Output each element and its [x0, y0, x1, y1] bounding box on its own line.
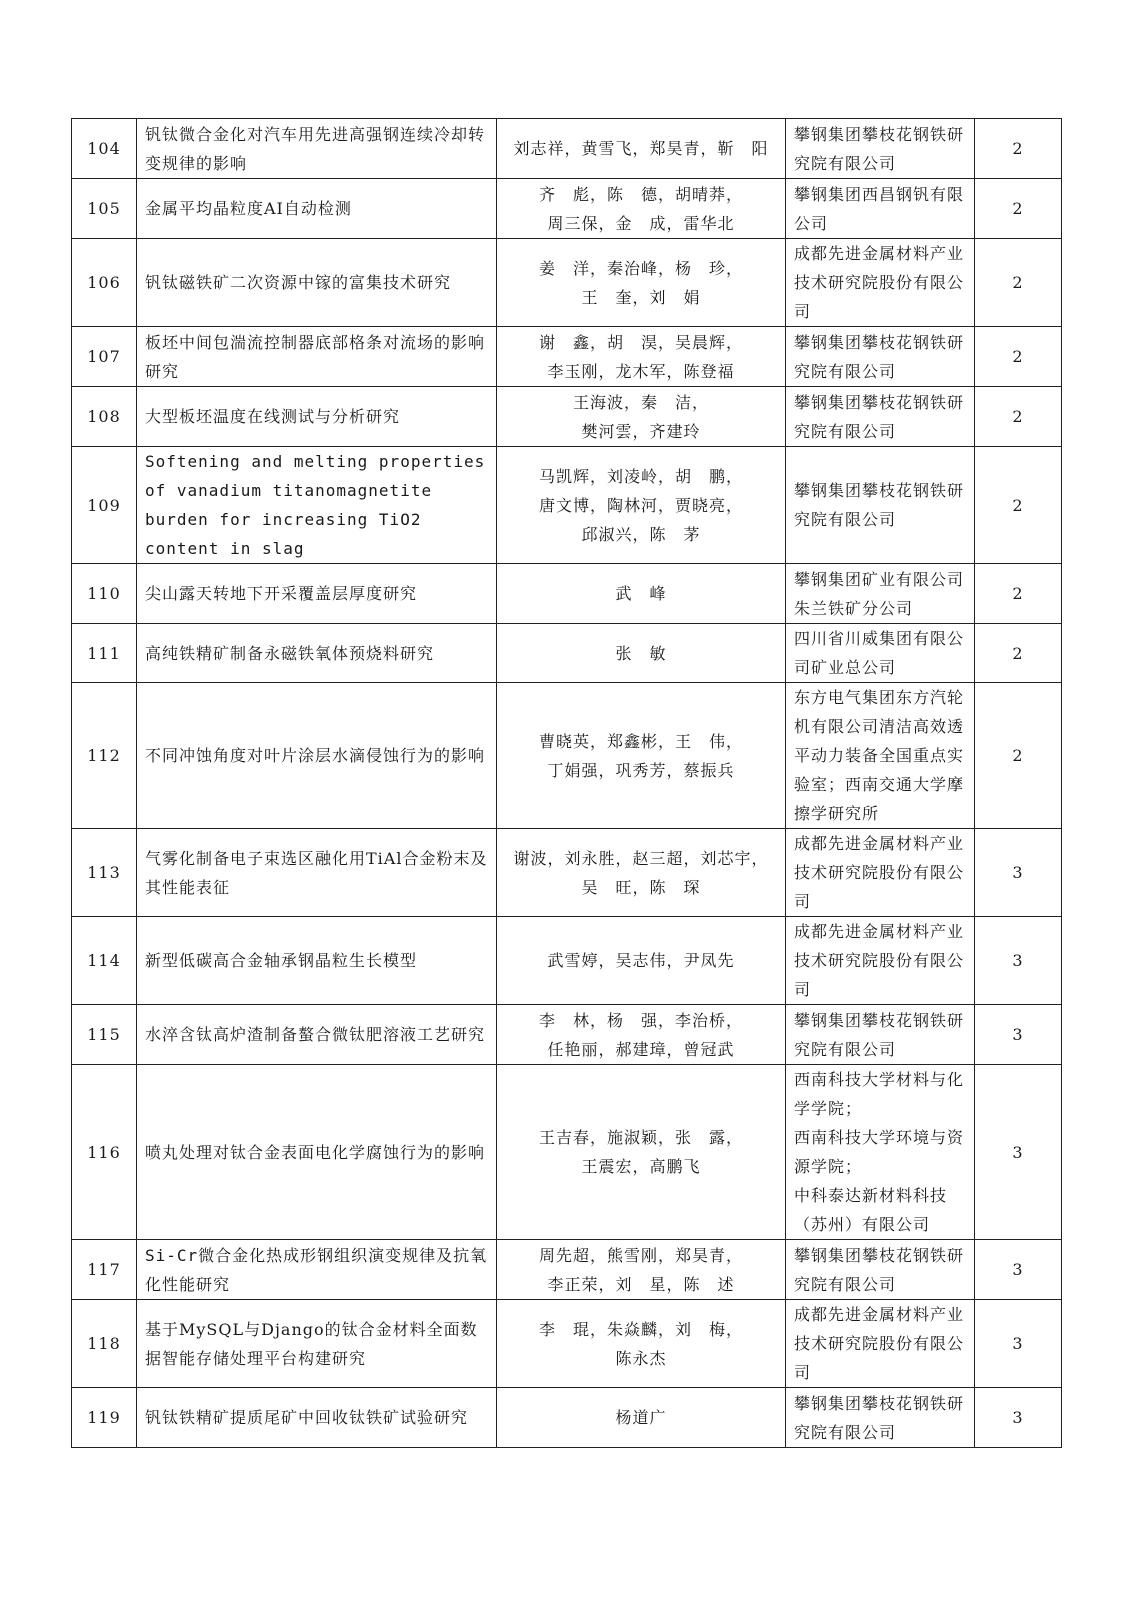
row-number: 109 — [72, 447, 137, 564]
author-line: 李 林，杨 强，李治桥， — [538, 1010, 743, 1030]
author-line: 周三保，金 成，雷华北 — [547, 213, 735, 233]
organization-line: 攀钢集团攀枝花钢铁研究院有限公司 — [794, 481, 965, 529]
author-line: 陈永杰 — [615, 1348, 667, 1368]
organization-cell — [786, 1240, 975, 1300]
organization-cell — [786, 683, 975, 829]
author-line: 谢波，刘永胜，赵三超，刘芯宇， — [513, 848, 769, 868]
authors-cell — [497, 1388, 786, 1448]
author-line: 樊河雲，齐建玲 — [581, 421, 701, 441]
organization-line: 中科泰达新材料科技（苏州）有限公司 — [794, 1186, 948, 1234]
row-number: 108 — [72, 387, 137, 447]
authors-cell — [497, 829, 786, 917]
award-grade: 2 — [975, 683, 1062, 829]
paper-title: 气雾化制备电子束选区融化用TiAl合金粉末及其性能表征 — [137, 829, 497, 917]
award-grade: 3 — [975, 1005, 1062, 1065]
paper-title: 喷丸处理对钛合金表面电化学腐蚀行为的影响 — [137, 1065, 497, 1240]
table-row — [72, 1388, 1062, 1448]
award-grade: 3 — [975, 1065, 1062, 1240]
award-grade: 2 — [975, 387, 1062, 447]
paper-title: 尖山露天转地下开采覆盖层厚度研究 — [137, 564, 497, 624]
organization-cell — [786, 239, 975, 327]
award-grade: 3 — [975, 829, 1062, 917]
table-row — [72, 829, 1062, 917]
organization-cell — [786, 447, 975, 564]
organization-line: 西南科技大学环境与资源学院； — [794, 1128, 965, 1176]
authors-cell — [497, 1005, 786, 1065]
paper-title: 大型板坯温度在线测试与分析研究 — [137, 387, 497, 447]
organization-cell — [786, 624, 975, 683]
award-grade: 2 — [975, 447, 1062, 564]
paper-award-table — [71, 118, 1062, 1448]
organization-cell — [786, 1300, 975, 1388]
table-row — [72, 1005, 1062, 1065]
authors-cell — [497, 179, 786, 239]
author-line: 周先超，熊雪刚，郑昊青， — [538, 1245, 743, 1265]
row-number: 107 — [72, 327, 137, 387]
author-line: 王 奎，刘 娟 — [581, 287, 701, 307]
author-line: 姜 洋，秦治峰，杨 珍， — [538, 258, 743, 278]
author-line: 李正荣，刘 星，陈 述 — [547, 1274, 735, 1294]
table-row — [72, 1300, 1062, 1388]
authors-cell — [497, 564, 786, 624]
author-line: 张 敏 — [615, 643, 667, 663]
award-grade: 2 — [975, 327, 1062, 387]
award-grade: 2 — [975, 119, 1062, 179]
author-line: 武 峰 — [615, 584, 667, 603]
organization-line: 攀钢集团攀枝花钢铁研究院有限公司 — [794, 392, 965, 441]
row-number: 111 — [72, 624, 137, 683]
author-line: 谢 鑫，胡 淏，吴晨辉， — [538, 332, 743, 352]
organization-line: 东方电气集团东方汽轮机有限公司清洁高效透平动力装备全国重点实验室；西南交通大学摩擦学研究所 — [794, 688, 965, 823]
row-number: 113 — [72, 829, 137, 917]
author-line: 王海波，秦 洁， — [572, 392, 709, 412]
organization-line: 成都先进金属材料产业技术研究院股份有限公司 — [794, 922, 965, 999]
award-grade: 2 — [975, 179, 1062, 239]
author-line: 李玉刚，龙木军，陈登福 — [547, 361, 735, 381]
row-number: 119 — [72, 1388, 137, 1448]
organization-line: 攀钢集团攀枝花钢铁研究院有限公司 — [794, 124, 965, 173]
award-grade: 2 — [975, 564, 1062, 624]
authors-cell — [497, 1300, 786, 1388]
table-row — [72, 327, 1062, 387]
table-row — [72, 564, 1062, 624]
paper-title: 钒钛磁铁矿二次资源中镓的富集技术研究 — [137, 239, 497, 327]
organization-cell — [786, 564, 975, 624]
author-line: 李 琨，朱焱麟，刘 梅， — [538, 1319, 743, 1339]
organization-line: 成都先进金属材料产业技术研究院股份有限公司 — [794, 244, 965, 321]
award-grade: 3 — [975, 917, 1062, 1005]
award-grade: 2 — [975, 239, 1062, 327]
authors-cell — [497, 327, 786, 387]
paper-title: Softening and melting properties of vanadium titanomagnetite burden for increasing TiO2 content in slag — [137, 447, 497, 564]
row-number: 104 — [72, 119, 137, 179]
table-row — [72, 447, 1062, 564]
author-line: 丁娟强，巩秀芳，蔡振兵 — [547, 760, 735, 780]
organization-line: 攀钢集团西昌钢钒有限公司 — [794, 184, 965, 233]
table-row — [72, 917, 1062, 1005]
row-number: 106 — [72, 239, 137, 327]
organization-line: 攀钢集团攀枝花钢铁研究院有限公司 — [794, 1010, 965, 1059]
author-line: 齐 彪，陈 德，胡晴莽， — [538, 184, 743, 204]
authors-cell — [497, 387, 786, 447]
table-row — [72, 1240, 1062, 1300]
organization-line: 攀钢集团矿业有限公司朱兰铁矿分公司 — [794, 569, 965, 618]
author-line: 刘志祥，黄雪飞，郑昊青，靳 阳 — [513, 139, 769, 158]
paper-title: 基于MySQL与Django的钛合金材料全面数据智能存储处理平台构建研究 — [137, 1300, 497, 1388]
row-number: 105 — [72, 179, 137, 239]
row-number: 117 — [72, 1240, 137, 1300]
organization-line: 西南科技大学材料与化学学院； — [794, 1070, 965, 1118]
author-line: 马凯辉，刘凌岭，胡 鹏， — [538, 466, 743, 486]
table-row — [72, 683, 1062, 829]
table-row — [72, 1065, 1062, 1240]
row-number: 114 — [72, 917, 137, 1005]
paper-title: Si-Cr微合金化热成形钢组织演变规律及抗氧化性能研究 — [137, 1240, 497, 1300]
paper-title: 高纯铁精矿制备永磁铁氧体预烧料研究 — [137, 624, 497, 683]
paper-title: 不同冲蚀角度对叶片涂层水滴侵蚀行为的影响 — [137, 683, 497, 829]
paper-title: 钒钛微合金化对汽车用先进高强钢连续冷却转变规律的影响 — [137, 119, 497, 179]
authors-cell — [497, 917, 786, 1005]
authors-cell — [497, 119, 786, 179]
row-number: 116 — [72, 1065, 137, 1240]
author-line: 唐文博，陶林河，贾晓亮， — [538, 495, 743, 515]
author-line: 杨道广 — [615, 1408, 667, 1427]
paper-title: 钒钛铁精矿提质尾矿中回收钛铁矿试验研究 — [137, 1388, 497, 1448]
author-line: 任艳丽，郝建璋，曾冠武 — [547, 1039, 735, 1059]
organization-cell — [786, 1388, 975, 1448]
table-row — [72, 387, 1062, 447]
authors-cell — [497, 1240, 786, 1300]
author-line: 王吉春，施淑颖，张 露， — [538, 1128, 743, 1147]
organization-cell — [786, 917, 975, 1005]
organization-cell — [786, 179, 975, 239]
row-number: 115 — [72, 1005, 137, 1065]
table-row — [72, 624, 1062, 683]
authors-cell — [497, 1065, 786, 1240]
organization-cell — [786, 387, 975, 447]
authors-cell — [497, 683, 786, 829]
organization-cell — [786, 327, 975, 387]
author-line: 王震宏，高鹏飞 — [581, 1157, 701, 1176]
author-line: 曹晓英，郑鑫彬，王 伟， — [538, 731, 743, 751]
organization-cell — [786, 829, 975, 917]
organization-line: 四川省川威集团有限公司矿业总公司 — [794, 629, 965, 677]
organization-line: 攀钢集团攀枝花钢铁研究院有限公司 — [794, 1245, 965, 1294]
authors-cell — [497, 239, 786, 327]
organization-line: 成都先进金属材料产业技术研究院股份有限公司 — [794, 834, 965, 911]
row-number: 110 — [72, 564, 137, 624]
authors-cell — [497, 447, 786, 564]
paper-title: 水淬含钛高炉渣制备螯合微钛肥溶液工艺研究 — [137, 1005, 497, 1065]
organization-cell — [786, 1065, 975, 1240]
award-grade: 2 — [975, 624, 1062, 683]
author-line: 邱淑兴，陈 茅 — [581, 524, 701, 544]
row-number: 112 — [72, 683, 137, 829]
table-body — [72, 119, 1062, 1448]
table-row — [72, 179, 1062, 239]
author-line: 武雪婷，吴志伟，尹凤先 — [547, 951, 735, 970]
authors-cell — [497, 624, 786, 683]
author-line: 吴 旺，陈 琛 — [581, 877, 701, 897]
table-row — [72, 239, 1062, 327]
award-grade: 3 — [975, 1300, 1062, 1388]
paper-title: 板坯中间包湍流控制器底部格条对流场的影响研究 — [137, 327, 497, 387]
organization-line: 攀钢集团攀枝花钢铁研究院有限公司 — [794, 332, 965, 381]
organization-cell — [786, 1005, 975, 1065]
row-number: 118 — [72, 1300, 137, 1388]
award-grade: 3 — [975, 1388, 1062, 1448]
organization-cell — [786, 119, 975, 179]
award-grade: 3 — [975, 1240, 1062, 1300]
organization-line: 攀钢集团攀枝花钢铁研究院有限公司 — [794, 1393, 965, 1442]
organization-line: 成都先进金属材料产业技术研究院股份有限公司 — [794, 1305, 965, 1382]
paper-title: 新型低碳高合金轴承钢晶粒生长模型 — [137, 917, 497, 1005]
paper-title: 金属平均晶粒度AI自动检测 — [137, 179, 497, 239]
table-row — [72, 119, 1062, 179]
